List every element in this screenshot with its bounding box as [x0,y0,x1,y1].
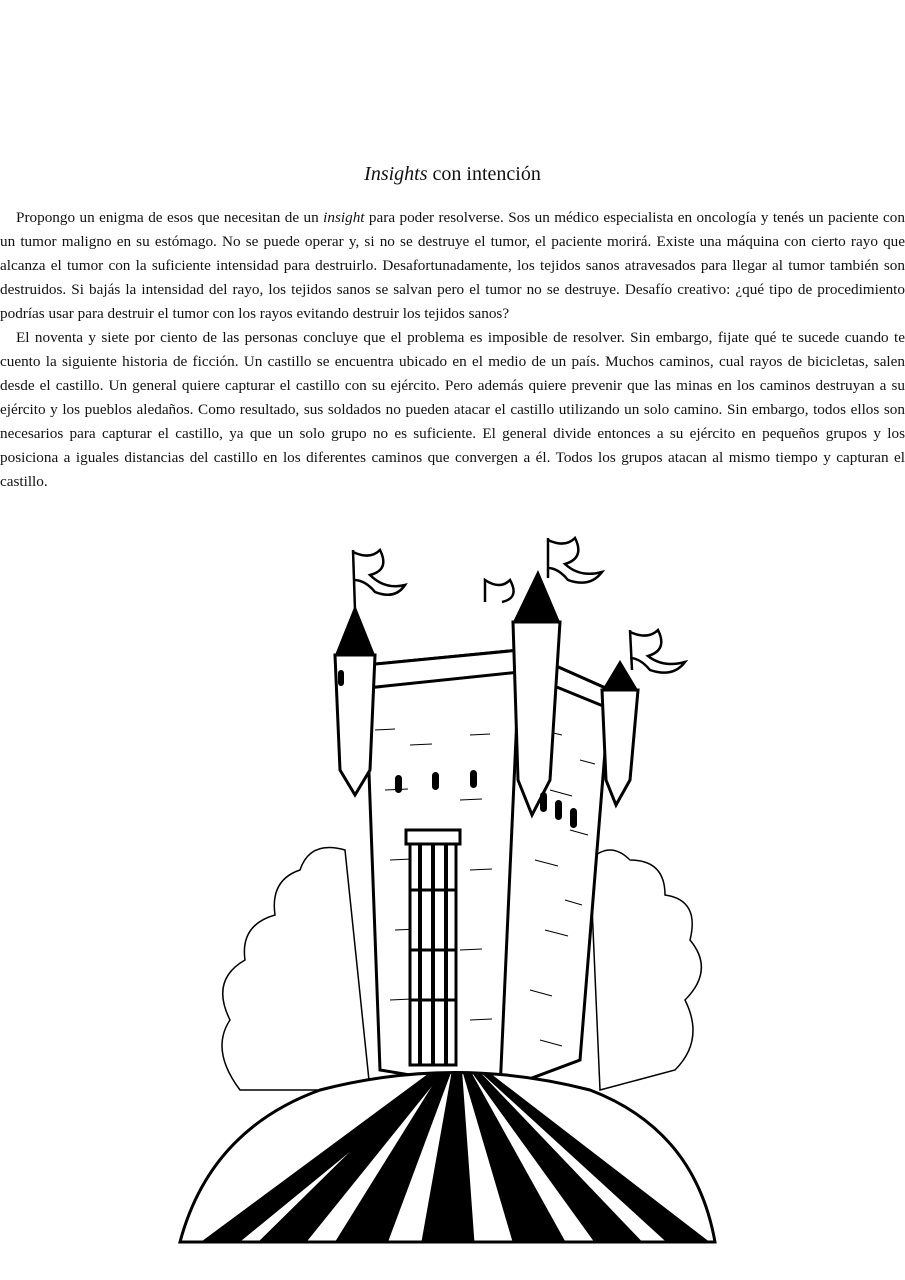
cloud-left [222,848,370,1091]
page-title [0,160,905,188]
title-rest: con intención [427,163,541,185]
tower-body [365,650,610,1090]
castle-illustration [170,530,740,1250]
cloud-right [590,850,701,1090]
paragraph-1 [0,206,905,326]
insight-term: insight [323,209,365,226]
paragraph-1-start: Propongo un enigma de esos que necesitan de un [16,209,324,226]
paragraph-2: El noventa y siete por ciento de las personas concluye que el problema es imposible de resolver. Sin embargo, fijate qué te sucede cuando te cuento la siguiente historia de ficción. Un castillo se encuentra ubicado en el medio de un país. Muchos caminos, cual rayos de bicicletas, salen desde el castillo. Un general quiere capturar el castillo con su ejército. Pero además quiere prevenir que las minas en los caminos destruyan a su ejército y los pueblos aledaños. Como resultado, sus soldados no pueden atacar el castillo utilizando un solo camino. Sin embargo, todos ellos son necesarios para capturar el castillo, ya que un solo grupo no es suficiente. El general divide entonces a su ejército en pequeños grupos y los posiciona a iguales distancias del castillo en los diferentes caminos que convergen a él. Todos los grupos atacan al mismo tiempo y capturan el castillo. [0,329,905,490]
castle-gate [406,830,460,1065]
body-text [0,206,905,494]
title-italic: Insights [364,163,428,185]
paragraph-1-rest: para poder resolverse. Sos un médico especialista en oncología y tenés un paciente con un tumor maligno en su estómago. No se puede operar y, si no se destruye el tumor, el paciente morirá. Existe una máquina con cierto rayo que alcanza el tumor con la suficiente intensidad para destruirlo. Desafortunadamente, los tejidos sanos atravesados para llegar al tumor también son destruidos. Si bajás la intensidad del rayo, los tejidos sanos se salvan pero el tumor no se destruye. Desafío creativo: ¿qué tipo de procedimiento podrías usar para destruir el tumor con los rayos evitando destruir los tejidos sanos? [0,209,905,322]
